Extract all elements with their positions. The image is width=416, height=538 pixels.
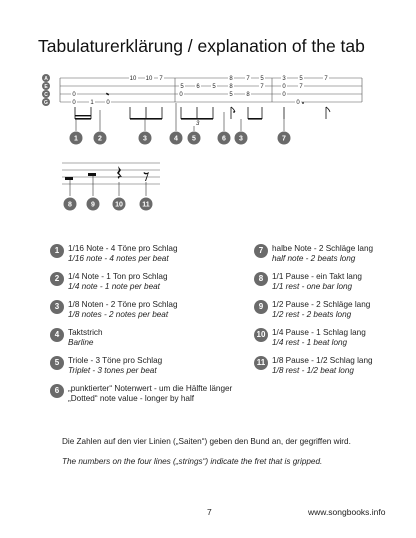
legend-label-en: 1/16 note - 4 notes per beat: [68, 254, 169, 263]
legend-item: [254, 272, 404, 300]
legend-badge: 5: [50, 356, 64, 370]
rest-callouts: [64, 198, 153, 211]
callout-badge: 9: [91, 201, 95, 209]
callout-badge: 3: [239, 135, 243, 143]
callout-badge: 8: [68, 201, 72, 209]
rhythm-notation: [75, 93, 330, 120]
legend-item: [254, 244, 404, 272]
legend-label-en: 1/8 notes - 2 notes per beat: [68, 310, 169, 319]
legend-label-de: 1/8 Noten - 2 Töne pro Schlag: [68, 300, 178, 309]
legend-item: [50, 300, 250, 328]
legend-item: [254, 356, 404, 384]
callout-badge: 4: [174, 135, 178, 143]
legend-label-en: Triplet - 3 tones per beat: [68, 366, 157, 375]
legend-item: [254, 328, 404, 356]
legend-badge: 11: [254, 356, 268, 370]
fret-number: 5: [260, 76, 264, 82]
legend-label-de: 1/4 Note - 1 Ton pro Schlag: [68, 272, 168, 281]
legend-label-en: half note - 2 beats long: [272, 254, 356, 263]
fret-number: 0: [282, 84, 286, 90]
legend-left: [50, 244, 250, 412]
fret-number: 5: [180, 84, 184, 90]
tab-numbers: [71, 74, 329, 106]
legend-badge: 6: [50, 384, 64, 398]
string-label-a: A: [44, 76, 48, 82]
website-url: www.songbooks.info: [308, 507, 386, 517]
legend-item: [50, 244, 250, 272]
callout-badge: 3: [143, 135, 147, 143]
legend-label-de: 1/1 Pause - ein Takt lang: [272, 272, 362, 281]
legend-badge: 10: [254, 328, 268, 342]
fret-number: 5: [299, 76, 303, 82]
legend-badge: 1: [50, 244, 64, 258]
fret-number: 0: [282, 92, 286, 98]
fret-number: 7: [324, 76, 328, 82]
rest-symbols: [65, 166, 149, 181]
page-title: Tabulaturerklärung / explanation of the tab: [38, 36, 365, 56]
fret-number: 5: [229, 92, 233, 98]
legend-item: [254, 300, 404, 328]
legend-item: [50, 356, 250, 384]
legend-label-en: Barline: [68, 338, 94, 347]
string-labels: [42, 74, 50, 106]
page-number: 7: [207, 507, 212, 517]
triplet-mark: 3: [196, 121, 200, 127]
fret-number: 8: [246, 92, 250, 98]
callout-badge: 2: [98, 135, 102, 143]
fret-number: 3: [282, 76, 286, 82]
fret-number: 0: [72, 100, 76, 106]
string-label-g: G: [44, 100, 48, 106]
fret-number: 0: [72, 92, 76, 98]
legend-label-en: 1/4 rest - 1 beat long: [272, 338, 348, 347]
footer-text-de: Die Zahlen auf den vier Linien („Saiten“) geben den Bund an, der gegriffen wird.: [62, 437, 351, 446]
fret-number: 10: [129, 76, 137, 82]
fret-number: 8: [229, 84, 233, 90]
callout-badge: 7: [282, 135, 286, 143]
callout-badge: 10: [115, 201, 123, 209]
string-label-c: C: [44, 92, 48, 98]
callout-badge: 1: [74, 135, 78, 143]
legend-label-en: 1/8 rest - 1/2 beat long: [272, 366, 354, 375]
fret-number: 0: [106, 100, 110, 106]
legend-label-en: 1/1 rest - one bar long: [272, 282, 353, 291]
legend-badge: 4: [50, 328, 64, 342]
eighth-rest-icon: [144, 172, 150, 181]
callout-leaders: [76, 103, 284, 131]
legend-item: [50, 384, 250, 412]
footer-text-en: The numbers on the four lines („strings“) indicate the fret that is gripped.: [62, 457, 323, 466]
fret-number: 6: [196, 84, 200, 90]
legend-label-de: „punktierter“ Notenwert - um die Hälfte länger: [68, 384, 233, 393]
legend-label-de: 1/16 Note - 4 Töne pro Schlag: [68, 244, 178, 253]
callout-badge: 5: [192, 135, 196, 143]
half-rest-icon: [88, 173, 96, 176]
fret-number: 0: [179, 92, 183, 98]
fret-number: 7: [260, 84, 264, 90]
legend-badge: 7: [254, 244, 268, 258]
fret-number: 0: [296, 100, 300, 106]
legend-label-de: Triole - 3 Töne pro Schlag: [68, 356, 163, 365]
fret-number: 7: [159, 76, 163, 82]
fret-number: 1: [90, 100, 94, 106]
legend-badge: 9: [254, 300, 268, 314]
legend-label-de: 1/8 Pause - 1/2 Schlag lang: [272, 356, 373, 365]
legend-item: [50, 272, 250, 300]
legend-label-de: halbe Note - 2 Schläge lang: [272, 244, 374, 253]
legend-label-de: 1/4 Pause - 1 Schlag lang: [272, 328, 366, 337]
legend-label-de: Taktstrich: [68, 328, 103, 337]
legend-label-en: 1/2 rest - 2 beats long: [272, 310, 352, 319]
string-label-e: E: [44, 84, 48, 90]
legend-right: [254, 244, 404, 384]
callout-badge: 11: [142, 201, 150, 209]
fret-number: 10: [145, 76, 153, 82]
legend-label-en: 1/4 note - 1 note per beat: [68, 282, 160, 291]
legend-badge: 8: [254, 272, 268, 286]
fret-number: 5: [212, 84, 216, 90]
rest-leaders: [70, 176, 146, 196]
legend-item: [50, 328, 250, 356]
fret-number: 7: [246, 76, 250, 82]
legend-label-en: „Dotted“ note value - longer by half: [68, 394, 195, 403]
legend-label-de: 1/2 Pause - 2 Schläge lang: [272, 300, 371, 309]
legend-badge: 2: [50, 272, 64, 286]
callout-badge: 6: [222, 135, 226, 143]
legend-badge: 3: [50, 300, 64, 314]
fret-number: 7: [299, 84, 303, 90]
whole-rest-icon: [65, 177, 73, 180]
tab-callouts: [70, 132, 291, 145]
fret-number: 8: [229, 76, 233, 82]
